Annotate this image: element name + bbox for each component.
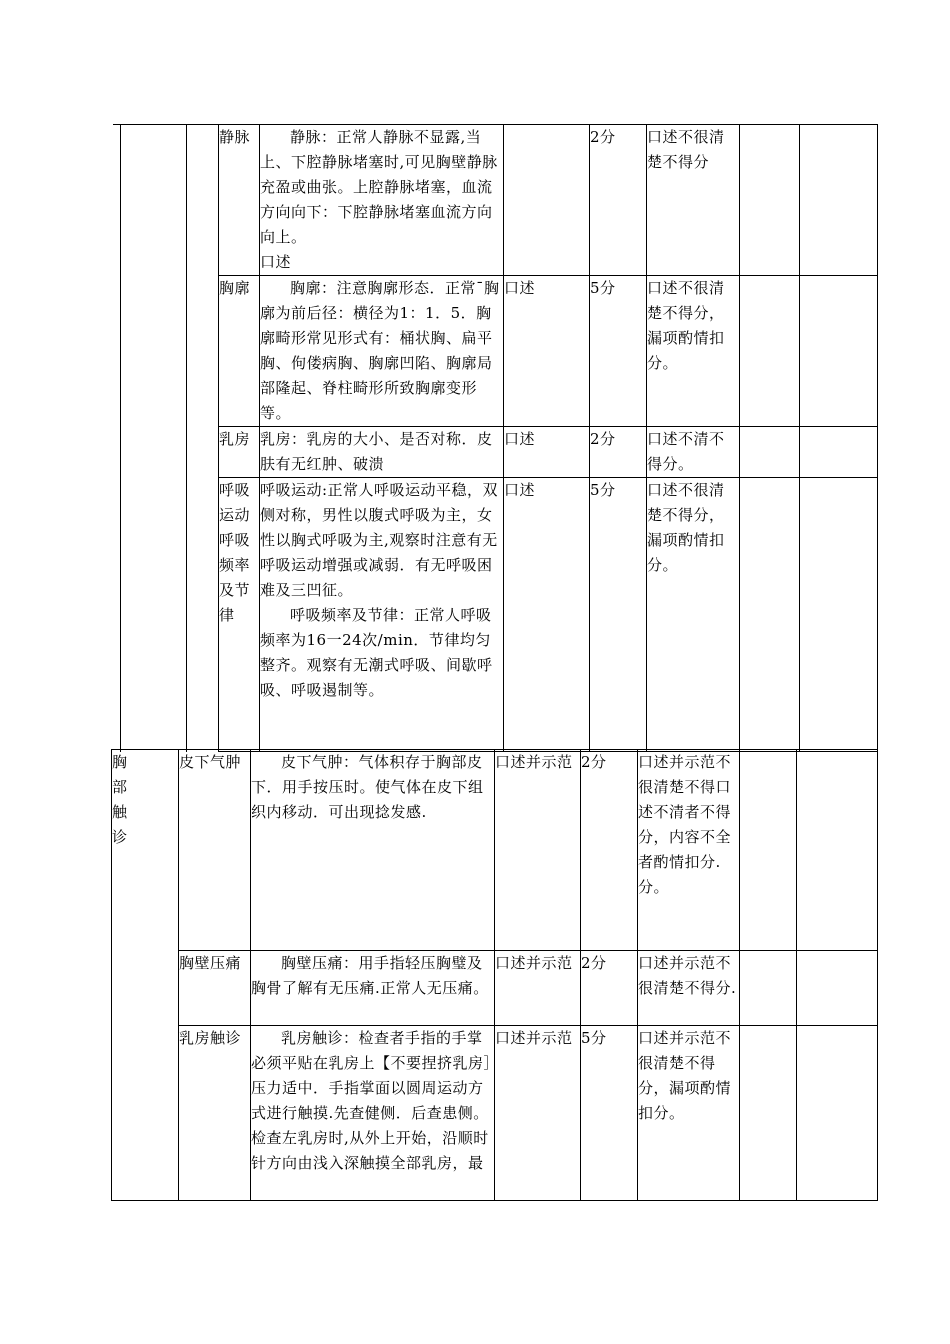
table-row <box>121 427 878 478</box>
table-row <box>112 750 878 951</box>
item-label: 乳房 <box>219 430 251 448</box>
criteria-cell: 口述不很清楚不得分 <box>647 125 740 276</box>
score-cell: 2分 <box>590 427 647 478</box>
item-label: 胸廓 <box>219 279 251 297</box>
score-cell: 5分 <box>581 1026 638 1201</box>
blank-cell <box>740 750 797 951</box>
blank-cell <box>800 276 878 427</box>
blank-cell <box>800 125 878 276</box>
item-cell <box>219 125 260 276</box>
content-cell: 胸壁压痛：用手指轻压胸璧及胸骨了解有无压痛.正常人无压痛。 <box>251 951 495 1026</box>
category-cell <box>121 125 187 752</box>
method-cell: 口述 <box>504 276 590 427</box>
content-cell <box>260 427 504 478</box>
blank-cell <box>797 951 878 1026</box>
criteria-cell: 口述并示范不很清楚不得口述不清者不得分，内容不全者酌情扣分.分。 <box>638 750 740 951</box>
method-cell: 口述并示范 <box>495 1026 581 1201</box>
method-cell: 口述 <box>504 427 590 478</box>
criteria-cell: 口述不很清楚不得分，漏项酌情扣分。 <box>647 276 740 427</box>
criteria-cell: 口述并示范不很清楚不得分，漏项酌情扣分。 <box>638 1026 740 1201</box>
content-text: 乳房：乳房的大小、是否对称．皮肤有无红肿、破溃 <box>260 430 493 473</box>
score-cell: 5分 <box>590 478 647 752</box>
blank-cell <box>740 276 800 427</box>
blank-cell <box>740 951 797 1026</box>
table-row <box>121 125 878 276</box>
blank-cell <box>740 427 800 478</box>
method-cell <box>504 125 590 276</box>
item-cell <box>219 427 260 478</box>
category-cell <box>112 750 179 1201</box>
content-text: 呼吸频率及节律：正常人呼吸频率为16一24次/min．节律均匀整齐。观察有无潮式呼吸、间歇呼吸、呼吸遏制等。 <box>260 606 493 699</box>
score-cell: 2分 <box>581 951 638 1026</box>
item-label: 呼吸运动呼吸频率及节律 <box>219 481 251 624</box>
blank-cell <box>740 478 800 752</box>
content-text: 呼吸运动:正常人呼吸运动平稳，双侧对称，男性以腹式呼吸为主，女性以胸式呼吸为主,观察时注意有无呼吸运动增强或减弱．有无呼吸困难及三凹征。 <box>260 481 499 599</box>
score-cell: 5分 <box>590 276 647 427</box>
table-row <box>112 1026 878 1201</box>
content-cell: 乳房触诊：检查者手指的手掌必须平贴在乳房上【不要捏挤乳房］压力适中．手指掌面以圆周运动方式进行触摸.先查健侧．后查患侧。检查左乳房时,从外上开始，沿顺时针方向由浅入深触摸全部乳房，最 <box>251 1026 495 1201</box>
blank-cell <box>800 427 878 478</box>
table-row <box>121 478 878 752</box>
score-cell: 2分 <box>590 125 647 276</box>
content-text: 静脉：正常人静脉不显露,当上、下腔静脉堵塞时,可见胸壁静脉充盈或曲张。上腔静脉堵塞，血流方向向下：下腔静脉堵塞血流方向向上。 <box>260 128 498 246</box>
content-text: 口述 <box>260 253 292 271</box>
content-cell <box>260 276 504 427</box>
exam-table-lower <box>111 749 878 1201</box>
method-cell: 口述 <box>504 478 590 752</box>
criteria-cell: 口述不清不得分。 <box>647 427 740 478</box>
table-row <box>121 276 878 427</box>
blank-cell <box>797 750 878 951</box>
blank-cell <box>797 1026 878 1201</box>
method-cell: 口述并示范 <box>495 951 581 1026</box>
item-cell <box>219 478 260 752</box>
blank-cell <box>740 1026 797 1201</box>
subcategory-cell <box>187 125 219 752</box>
item-cell: 皮下气肿 <box>179 750 251 951</box>
content-cell <box>260 125 504 276</box>
criteria-cell: 口述不很清楚不得分，漏项酌情扣分。 <box>647 478 740 752</box>
item-cell: 乳房触诊 <box>179 1026 251 1201</box>
exam-table-upper <box>120 124 878 752</box>
table-row <box>112 951 878 1026</box>
score-cell: 2分 <box>581 750 638 951</box>
criteria-cell: 口述并示范不很清楚不得分. <box>638 951 740 1026</box>
blank-cell <box>740 125 800 276</box>
item-cell: 胸壁压痛 <box>179 951 251 1026</box>
category-label: 胸部触诊 <box>112 753 128 846</box>
content-cell: 皮下气肿：气体积存于胸部皮下．用手按压时。使气体在皮下组织内移动．可出现捻发感. <box>251 750 495 951</box>
content-text: 胸廓：注意胸廓形态．正常ˉ胸廓为前后径：横径为1：1．5．胸廓畸形常见形式有：桶状胸、扁平胸、佝偻病胸、胸廓凹陷、胸廓局部隆起、脊柱畸形所致胸廓变形等。 <box>260 279 500 422</box>
content-cell <box>260 478 504 752</box>
method-cell: 口述并示范 <box>495 750 581 951</box>
item-label: 静脉 <box>219 128 251 146</box>
blank-cell <box>800 478 878 752</box>
item-cell <box>219 276 260 427</box>
